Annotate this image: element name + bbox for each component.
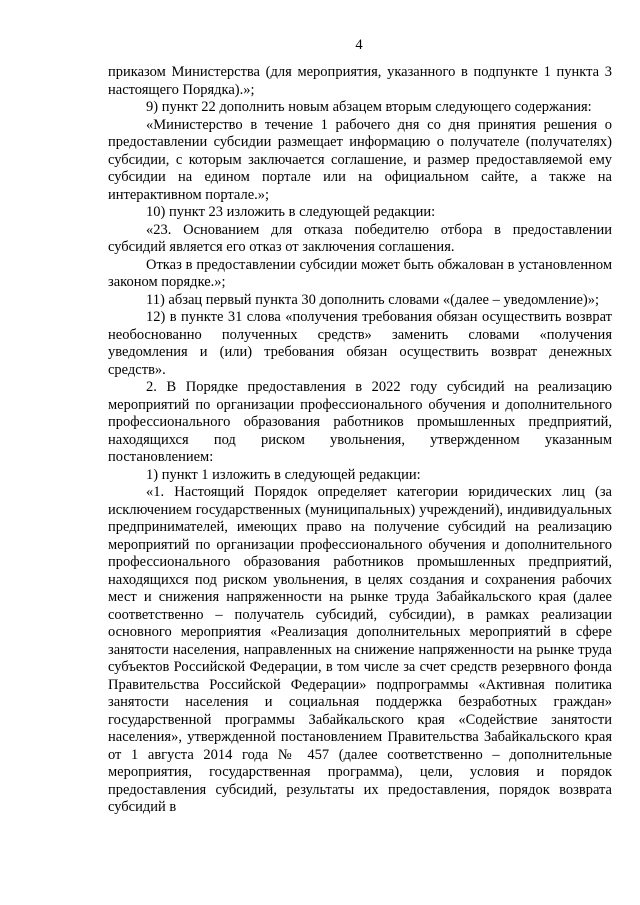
paragraph-section-2-item-1-quote: «1. Настоящий Порядок определяет категории юридических лиц (за исключением государственных (муниципальных) учреждений), индивидуальных предпринимателей, имеющих право на получение субсидий на реализацию мероприятий по организации профессионального обучения и дополнительного профессионального образования работников промышленных предприятий, находящихся под риском увольнения, в целях создания и сохранения рабочих мест и снижения напряженности на рынке труда Забайкальского края (далее соответственно – получатель субсидий, субсидии), в рамках реализации основного мероприятия «Реализация дополнительных мероприятий в сфере занятости населения, направленных на снижение напряженности на рынке труда субъектов Российской Федерации, в том числе за счет средств резервного фонда Правительства Российской Федерации» подпрограммы «Активная политика занятости населения и социальная поддержка безработных граждан» государственной программы Забайкальского края «Содействие занятости населения», утвержденной постановлением Правительства Забайкальского края от 1 августа 2014 года № 457 (далее соответственно – дополнительные мероприятия, государственная программа), цели, условия и порядок предоставления субсидий, результаты их предоставления, порядок возврата субсидий в bbox=[108, 484, 612, 815]
paragraph-section-2: 2. В Порядке предоставления в 2022 году субсидий на реализацию мероприятий по организации профессионального обучения и дополнительного профессионального образования работников промышленных предприятий, находящихся под риском увольнения, утвержденном указанным постановлением: bbox=[108, 379, 612, 465]
paragraph-item-12: 12) в пункте 31 слова «получения требования обязан осуществить возврат необоснованно полученных средств» заменить словами «получения уведомления и (или) требования обязан осуществить возврат денежных средств». bbox=[108, 309, 612, 378]
paragraph-item-11: 11) абзац первый пункта 30 дополнить словами «(далее – уведомление)»; bbox=[146, 291, 600, 308]
paragraph-item-10-quote-2: Отказ в предоставлении субсидии может быть обжалован в установленном законом порядке.»; bbox=[108, 256, 612, 290]
document-body bbox=[108, 64, 612, 817]
paragraph-item-10: 10) пункт 23 изложить в следующей редакции: bbox=[146, 204, 436, 220]
paragraph-item-9-quote: «Министерство в течение 1 рабочего дня со дня принятия решения о предоставлении субсидии размещает информацию о получателе (получателях) субсидии, с которым заключается соглашение, и размер предоставляемой ему субсидии на едином портале или на официальном сайте, а также на интерактивном портале.»; bbox=[108, 116, 612, 203]
paragraph-continuation: приказом Министерства (для мероприятия, указанного в подпункте 1 пункта 3 настоящего Порядка).»; bbox=[108, 64, 612, 98]
paragraph-item-9: 9) пункт 22 дополнить новым абзацем вторым следующего содержания: bbox=[146, 99, 592, 115]
page-number: 4 bbox=[355, 37, 363, 53]
paragraph-section-2-item-1: 1) пункт 1 изложить в следующей редакции: bbox=[146, 466, 421, 483]
paragraph-item-10-quote-1: «23. Основанием для отказа победителю отбора в предоставлении субсидий является его отказ от заключения соглашения. bbox=[108, 221, 612, 255]
